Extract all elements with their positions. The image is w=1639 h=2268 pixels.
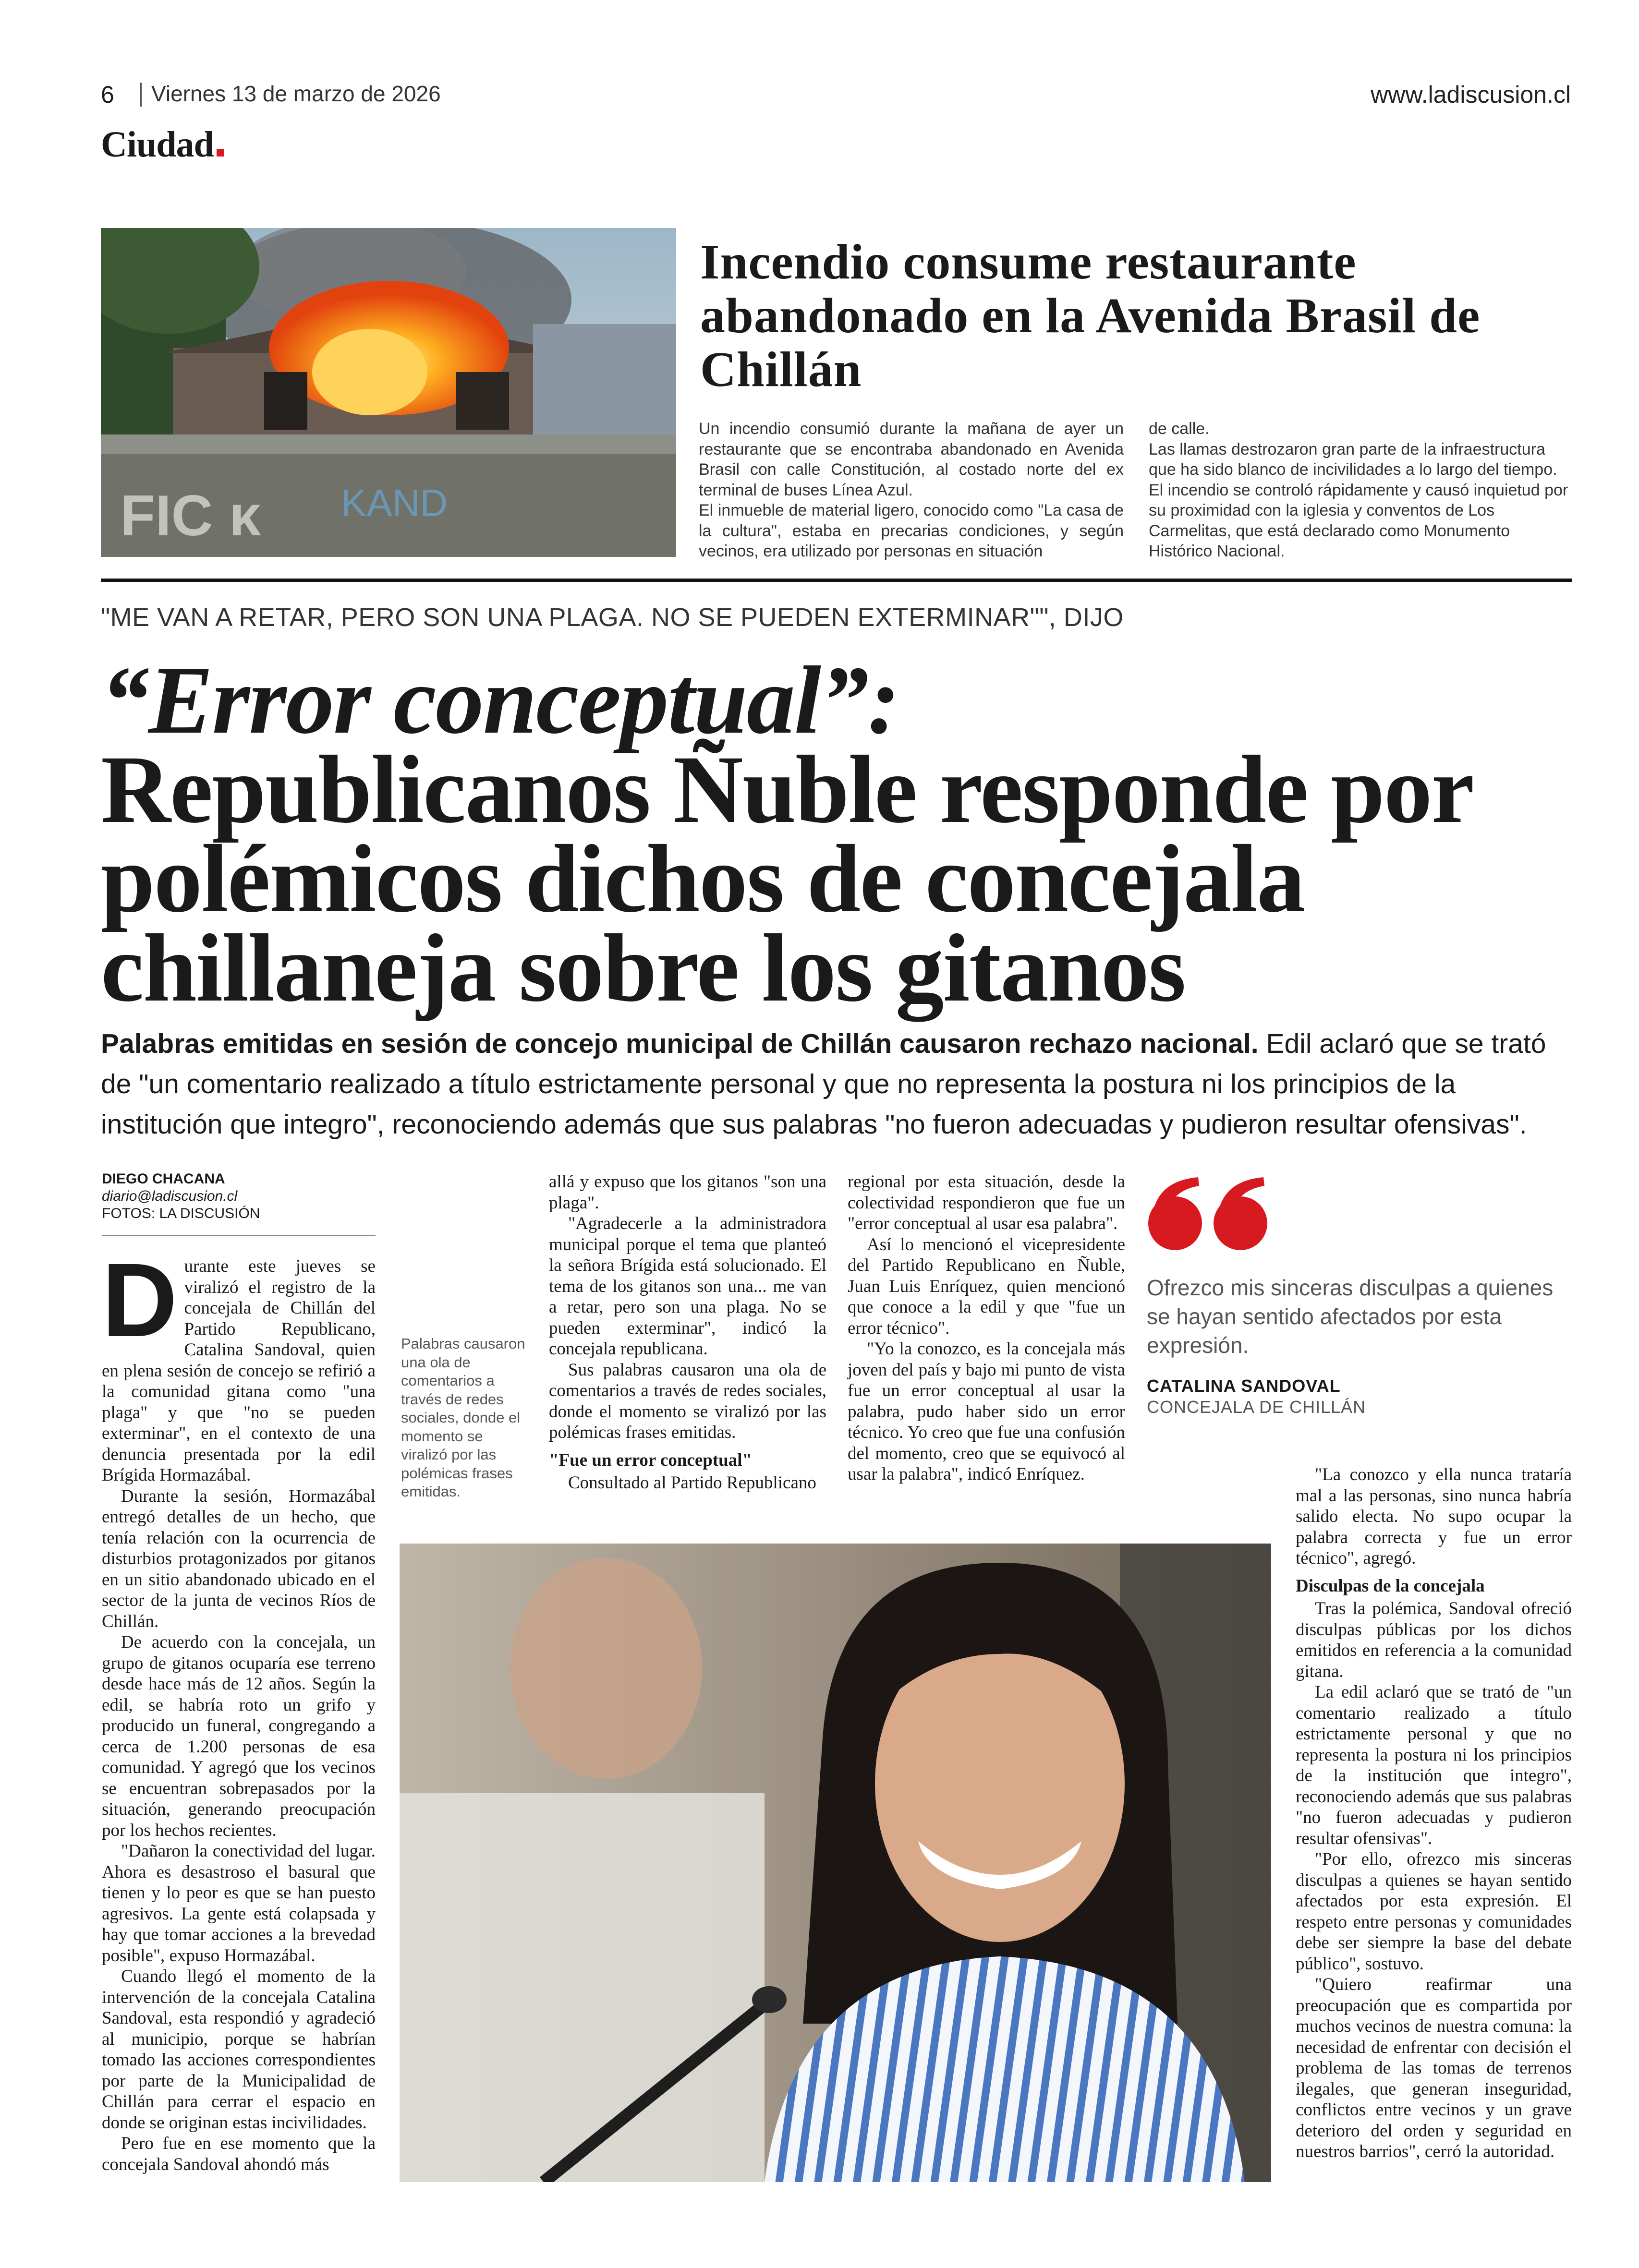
article-column-4 — [1296, 1464, 1572, 2232]
top-story-paragraph: Las llamas destrozaron gran parte de la infraestructura que ha sido blanco de incivilidades a lo largo del tiempo. — [1149, 440, 1557, 479]
photo-caption: Palabras causaron una ola de comentarios a través de redes sociales, donde el momento se viralizó por las polémicas frases emitidas. — [401, 1335, 525, 1500]
header-separator — [140, 83, 142, 107]
fire-photo — [101, 228, 676, 557]
drop-cap: D — [102, 1242, 178, 1359]
article-paragraph: Sus palabras causaron una ola de comentarios a través de redes sociales, donde el momento se viralizó por las polémicas frases emitidas. — [549, 1360, 826, 1442]
councilwoman-photo — [400, 1544, 1271, 2182]
article-paragraph: "Yo la conozco, es la concejala más joven del país y bajo mi punto de vista fue un error conceptual al usar la palabra, pudo haber sido un error técnico. Yo creo que fue una confusión del momento, creo que se equivocó al usar la palabra", indicó Enríquez. — [848, 1339, 1125, 1484]
article-subhead: Disculpas de la concejala — [1296, 1576, 1485, 1596]
top-story-paragraph: Un incendio consumió durante la mañana de ayer un restaurante que se encontraba abandonado en Avenida Brasil con calle Constitución, al costado norte del ex terminal de buses Línea Azul. — [699, 420, 1124, 499]
top-story-column-1 — [699, 419, 1124, 562]
kicker: "ME VAN A RETAR, PERO SON UNA PLAGA. NO SE PUEDEN EXTERMINAR"", DIJO — [101, 603, 1124, 632]
section-name: Ciudad — [101, 124, 214, 165]
article-column-3 — [848, 1171, 1125, 1541]
headline-italic: “Error conceptual”: — [101, 646, 899, 754]
article-subhead: "Fue un error conceptual" — [549, 1450, 753, 1470]
byline — [102, 1170, 260, 1222]
pull-quote-name: CATALINA SANDOVAL — [1147, 1376, 1341, 1396]
section-dot — [217, 149, 224, 157]
article-paragraph: "Quiero reafirmar una preocupación que es compartida por muchos vecinos de nuestra comuna: la necesidad de enfrentar con decisión el problema de las tomas de terrenos ilegales, que generan inseguridad, conflictos entre vecinos y un grave deterioro del orden y seguridad en nuestros barrios", cerró la autoridad. — [1296, 1975, 1572, 2161]
svg-text:KAND: KAND — [341, 482, 448, 524]
quote-marks-glyph — [1145, 1171, 1275, 1253]
svg-text:FIC ᴋ: FIC ᴋ — [120, 483, 261, 548]
top-story-column-2 — [1149, 419, 1574, 562]
issue-date: Viernes 13 de marzo de 2026 — [151, 81, 441, 106]
pull-quote-text: Ofrezco mis sinceras disculpas a quienes se hayan sentido afectados por esta expresión. — [1147, 1275, 1554, 1358]
author-email[interactable]: diario@ladiscusion.cl — [102, 1188, 238, 1204]
article-paragraph: Durante la sesión, Hormazábal entregó detalles de un hecho, que tenía relación con la ocurrencia de disturbios protagonizados por gitanos en un sitio abandonado ubicado en el sector de la junta de vecinos Ríos de Chillán. — [102, 1486, 376, 1631]
page-number: 6 — [101, 81, 114, 108]
article-paragraph: urante este jueves se viralizó el registro de la concejala de Chillán del Partido Republicano, Catalina Sandoval, quien en plena sesión de concejo se refirió a la comunidad gitana como "una plaga" y que "no se pueden exterminar", en el contexto de una denuncia presentada por la edil Brígida Hormazábal. — [102, 1256, 376, 1485]
article-paragraph: Pero fue en ese momento que la concejala Sandoval ahondó más — [102, 2134, 376, 2174]
article-paragraph: "Agradecerle a la administradora municipal porque el tema que planteó la señora Brígida está solucionado. El tema de los gitanos son una... me van a retar, pero son una plaga. No se pueden exterminar", indicó la concejala republicana. — [549, 1214, 826, 1359]
article-column-2 — [549, 1171, 826, 1541]
article-paragraph: Así lo mencionó el vicepresidente del Partido Republicano en Ñuble, Juan Luis Enríquez, quien mencionó que conoce a la edil y que "fue un error técnico". — [848, 1234, 1125, 1338]
section-divider — [101, 579, 1572, 582]
photo-credit: FOTOS: LA DISCUSIÓN — [102, 1206, 260, 1221]
article-paragraph: Cuando llegó el momento de la intervención de la concejala Catalina Sandoval, esta respondió y agradeció al municipio, porque se habrían tomado las acciones correspondientes por parte de la Municipalidad de Chillán para cerrar el espacio en donde se originan estas incivilidades. — [102, 1966, 376, 2133]
top-story-title: Incendio consume restaurante abandonado en la Avenida Brasil de Chillán — [700, 234, 1481, 397]
article-paragraph: Consultado al Partido Republicano — [568, 1473, 816, 1493]
councilwoman-photo-illustration — [400, 1544, 1271, 2182]
article-paragraph: "Dañaron la conectividad del lugar. Ahora es desastroso el basural que tienen y lo peor es que se han puesto agresivos. La gente está colapsada y hay que tomar acciones a la brevedad posible", expuso Hormazábal. — [102, 1841, 376, 1966]
quote-marks-icon — [1145, 1171, 1275, 1253]
article-paragraph: "La conozco y ella nunca trataría mal a las personas, sino nunca habría salido electa. No supo ocupar la palabra correcta y fue un error técnico", agregó. — [1296, 1465, 1572, 1568]
author-name: DIEGO CHACANA — [102, 1171, 225, 1187]
headline-text: Republicanos Ñuble responde por polémicos dichos de concejala chillaneja sobre los gitanos — [101, 736, 1472, 1022]
deck-lead: Palabras emitidas en sesión de concejo municipal de Chillán causaron rechazo nacional. — [101, 1028, 1259, 1059]
top-story-paragraph: de calle. — [1149, 420, 1210, 438]
deck — [101, 1024, 1572, 1145]
top-story-paragraph: El incendio se controló rápidamente y causó inquietud por su proximidad con la iglesia y conventos de Los Carmelitas, que está declarado como Monumento Histórico Nacional. — [1149, 481, 1568, 560]
article-paragraph: regional por esta situación, desde la colectividad respondieron que fue un "error conceptual al usar esa palabra". — [848, 1172, 1125, 1233]
pull-quote-role: CONCEJALA DE CHILLÁN — [1147, 1397, 1366, 1417]
article-paragraph: allá y expuso que los gitanos "son una plaga". — [549, 1172, 826, 1213]
fire-photo-illustration — [101, 228, 676, 557]
deck-text: Edil aclaró que se trató de "un comentario realizado a título estrictamente personal y que no representa la postura ni los principios de la institución que integro", reconociendo además que sus palabras "no fueron adecuadas y pudieron resultar ofensivas". — [101, 1028, 1546, 1140]
section-label — [101, 124, 224, 166]
main-headline — [101, 646, 1590, 1022]
top-story-paragraph: El inmueble de material ligero, conocido como "La casa de la cultura", estaba en precarias condiciones, y según vecinos, era utilizado por personas en situación — [699, 501, 1124, 560]
article-column-1 — [102, 1242, 376, 2216]
article-paragraph: "Por ello, ofrezco mis sinceras disculpas a quienes se hayan sentido afectados por esta expresión. El respeto entre personas y comunidades debe ser siempre la base del debate público", sostuvo. — [1296, 1849, 1572, 1974]
byline-divider — [102, 1235, 376, 1236]
article-paragraph: De acuerdo con la concejala, un grupo de gitanos ocuparía ese terreno desde hace más de 12 años. Según la edil, se habría roto un grifo y producido un funeral, congregando a cerca de 1.200 personas de esa comunidad. Y agregó que los vecinos se encuentran sobrepasados por la situación, generando preocupación por los hechos recientes. — [102, 1632, 376, 1840]
website-link[interactable]: www.ladiscusion.cl — [1371, 81, 1571, 108]
article-paragraph: La edil aclaró que se trató de "un comentario realizado a título estrictamente personal y que no representa la postura ni los principios de la institución que integro", reconociendo además que sus palabras "no fueron adecuadas y pudieron resultar ofensivas". — [1296, 1682, 1572, 1848]
article-paragraph: Tras la polémica, Sandoval ofreció disculpas públicas por los dichos emitidos en referencia a la comunidad gitana. — [1296, 1599, 1572, 1681]
